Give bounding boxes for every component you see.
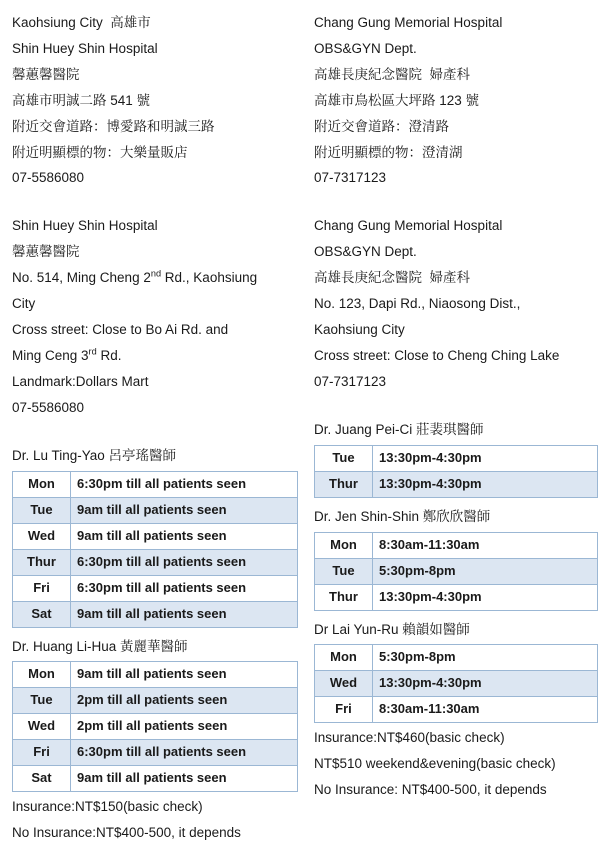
time-cell: 9am till all patients seen	[71, 497, 298, 523]
fee-line: Insurance:NT$460(basic check)	[313, 730, 505, 746]
day-cell: Tue	[314, 558, 372, 584]
table-row	[314, 445, 597, 471]
address-text: No. 514, Ming Cheng 2	[12, 270, 151, 286]
left-column	[12, 10, 298, 846]
fee-line: No Insurance: NT$400-500, it depends	[313, 782, 547, 798]
table-row	[13, 766, 298, 792]
time-cell: 13:30pm-4:30pm	[372, 584, 597, 610]
landmark-line: Landmark:Dollars Mart	[12, 373, 149, 389]
cross-street-line-cont	[12, 343, 298, 369]
day-cell: Wed	[13, 714, 71, 740]
fee-line: Insurance:NT$150(basic check)	[12, 799, 203, 815]
doctor-name-lu-ting-yao: Dr. Lu Ting-Yao 呂亭瑤醫師	[12, 447, 177, 463]
spacer	[314, 191, 598, 213]
day-cell: Sat	[13, 766, 71, 792]
day-cell: Wed	[314, 671, 372, 697]
hospital-name-zh: 高雄長庚紀念醫院 婦產科	[313, 270, 470, 286]
cross-street-text: Ming Ceng 3	[12, 347, 89, 363]
time-cell: 6:30pm till all patients seen	[71, 471, 298, 497]
doctor-name-juang-pei-ci: Dr. Juang Pei-Ci 莊裴琪醫師	[313, 421, 484, 437]
address-line: 馨蕙馨醫院	[12, 66, 80, 82]
spacer	[314, 395, 598, 411]
address-line: Kaohsiung City 高雄市	[12, 15, 151, 30]
time-cell: 6:30pm till all patients seen	[71, 575, 298, 601]
table-row	[13, 549, 298, 575]
spacer	[12, 191, 298, 213]
table-row	[13, 688, 298, 714]
hospital-name: Shin Huey Shin Hospital	[12, 218, 158, 234]
cross-street-line: Cross street: Close to Cheng Ching Lake	[313, 347, 560, 363]
doctor-name-lai-yun-ru: Dr Lai Yun-Ru 賴韻如醫師	[313, 621, 470, 637]
hospital-block-chang-gung-en	[314, 213, 598, 394]
address-line: 附近交會道路：博愛路和明誠三路	[12, 118, 215, 134]
hospital-block-shin-huey-shin-en	[12, 213, 298, 420]
time-cell: 8:30am-11:30am	[372, 697, 597, 723]
table-row	[13, 497, 298, 523]
day-cell: Mon	[314, 532, 372, 558]
table-row	[13, 471, 298, 497]
cross-street-line: 附近交會道路：澄清路	[313, 118, 449, 134]
day-cell: Wed	[13, 523, 71, 549]
address-line: No. 123, Dapi Rd., Niaosong Dist.,	[313, 296, 521, 312]
address-line: Kaohsiung City	[313, 321, 405, 337]
address-line: 高雄市鳥松區大坪路 123 號	[313, 92, 480, 108]
time-cell: 13:30pm-4:30pm	[372, 471, 597, 497]
ordinal-suffix: rd	[88, 346, 97, 357]
address-line: 高雄市明誠二路 541 號	[12, 92, 151, 108]
time-cell: 9am till all patients seen	[71, 601, 298, 627]
hospital-block-chang-gung-zh	[314, 10, 598, 191]
landmark-line: 附近明顯標的物：澄清湖	[313, 144, 463, 160]
doctor-name-jen-shin-shin: Dr. Jen Shin-Shin 鄭欣欣醫師	[313, 508, 491, 524]
time-cell: 8:30am-11:30am	[372, 532, 597, 558]
day-cell: Sat	[13, 601, 71, 627]
cross-street-line: Cross street: Close to Bo Ai Rd. and	[12, 321, 229, 337]
address-line: 附近明顯標的物：大樂量販店	[12, 144, 188, 160]
schedule-table-lu-ting-yao	[12, 471, 298, 628]
address-line: City	[12, 296, 36, 312]
time-cell: 13:30pm-4:30pm	[372, 445, 597, 471]
hospital-name: Chang Gung Memorial Hospital	[313, 15, 503, 30]
department-name: OBS&GYN Dept.	[313, 40, 417, 56]
day-cell: Tue	[13, 497, 71, 523]
table-row	[13, 714, 298, 740]
schedule-table-huang-li-hua	[12, 661, 298, 792]
spacer	[12, 421, 298, 437]
time-cell: 13:30pm-4:30pm	[372, 671, 597, 697]
hospital-name: Chang Gung Memorial Hospital	[313, 218, 503, 234]
time-cell: 9am till all patients seen	[71, 662, 298, 688]
doctor-name-huang-li-hua: Dr. Huang Li-Hua 黃麗華醫師	[12, 638, 188, 654]
table-row	[314, 671, 597, 697]
time-cell: 2pm till all patients seen	[71, 688, 298, 714]
cross-street-text-cont: Rd.	[96, 347, 122, 363]
ordinal-suffix: nd	[150, 268, 162, 279]
phone-number: 07-5586080	[12, 399, 85, 415]
day-cell: Fri	[314, 697, 372, 723]
table-row	[13, 575, 298, 601]
table-row	[314, 584, 597, 610]
time-cell: 5:30pm-8pm	[372, 558, 597, 584]
schedule-table-lai-yun-ru	[314, 644, 598, 723]
time-cell: 6:30pm till all patients seen	[71, 549, 298, 575]
table-row	[314, 471, 597, 497]
time-cell: 9am till all patients seen	[71, 523, 298, 549]
address-line	[12, 265, 298, 291]
day-cell: Thur	[314, 584, 372, 610]
table-row	[314, 532, 597, 558]
hospital-block-shin-huey-shin-zh	[12, 10, 298, 191]
day-cell: Fri	[13, 740, 71, 766]
phone-number: 07-7317123	[313, 373, 387, 389]
phone-number: 07-5586080	[12, 170, 85, 186]
phone-number: 07-7317123	[313, 170, 387, 186]
fee-line: NT$510 weekend&evening(basic check)	[313, 756, 556, 772]
table-row	[314, 645, 597, 671]
address-text-cont: Rd., Kaohsiung	[161, 270, 258, 286]
day-cell: Thur	[314, 471, 372, 497]
department-name: OBS&GYN Dept.	[313, 244, 417, 260]
two-column-layout	[12, 10, 598, 846]
table-row	[13, 662, 298, 688]
day-cell: Mon	[314, 645, 372, 671]
time-cell: 5:30pm-8pm	[372, 645, 597, 671]
schedule-table-jen-shin-shin	[314, 532, 598, 611]
hospital-name-zh: 馨蕙馨醫院	[12, 244, 80, 260]
day-cell: Tue	[314, 445, 372, 471]
address-line: Shin Huey Shin Hospital	[12, 40, 158, 56]
day-cell: Mon	[13, 662, 71, 688]
time-cell: 2pm till all patients seen	[71, 714, 298, 740]
day-cell: Tue	[13, 688, 71, 714]
table-row	[314, 697, 597, 723]
hospital-name-zh: 高雄長庚紀念醫院 婦產科	[313, 66, 470, 82]
table-row	[13, 601, 298, 627]
day-cell: Fri	[13, 575, 71, 601]
table-row	[13, 740, 298, 766]
schedule-table-juang-pei-ci	[314, 445, 598, 498]
right-column	[314, 10, 598, 803]
table-row	[314, 558, 597, 584]
day-cell: Thur	[13, 549, 71, 575]
fee-line: No Insurance:NT$400-500, it depends	[12, 825, 241, 841]
day-cell: Mon	[13, 471, 71, 497]
time-cell: 6:30pm till all patients seen	[71, 740, 298, 766]
table-row	[13, 523, 298, 549]
time-cell: 9am till all patients seen	[71, 766, 298, 792]
